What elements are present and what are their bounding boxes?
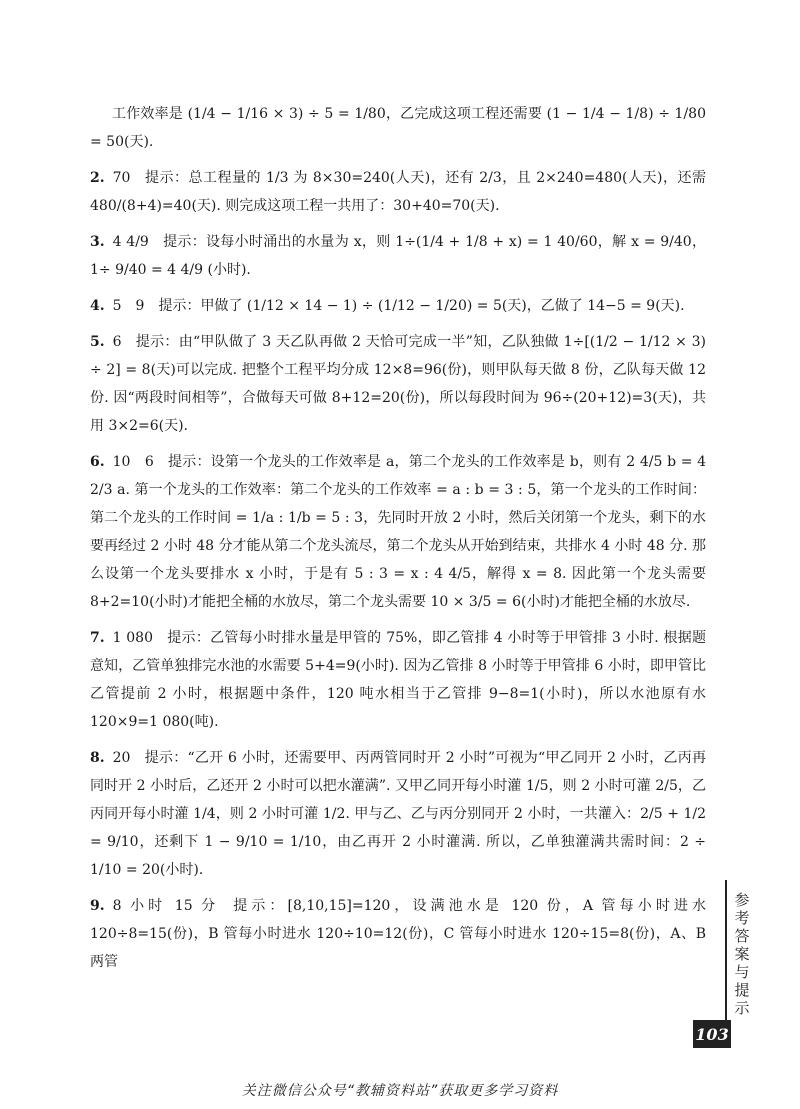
answer-paragraph-3: 3. 4 4/9 提示：设每小时涌出的水量为 x，则 1÷(1/4 + 1/8 + x) = 1 40/60，解 x = 9/40，1÷ 9/40 = 4 4/9 (小时). [90,234,706,278]
answer-paragraph-6: 6. 10 6 提示：设第一个龙头的工作效率是 a，第二个龙头的工作效率是 b，则有 2 4/5 b = 4 2/3 a. 第一个龙头的工作效率：第二个龙头的工作效率 = a : b = 3 : 5，第一个龙头的工作时间：第二个龙头的工作时间 = 1/a : 1/b = 5 : 3，先同时开放 2 小时，然后关闭第一个龙头，剩下的水要再经过 2 小时 48 分才能从第二个龙头流尽，第二个龙头从开始到结束，共排水 4 小时 48 分. 那么设第一个龙头要排水 x 小时，于是有 5 : 3 = x : 4 4/5，解得 x = 8. 因此第一个龙头需要 8+2=10(小时)才能把全桶的水放尽，第二个龙头需要 10 × 3/5 = 6(小时)才能把全桶的水放尽. [90,454,706,610]
section-side-tab [725,880,757,1030]
answer-paragraph-7: 7. 1 080 提示：乙管每小时排水量是甲管的 75%，即乙管排 4 小时等于甲管排 3 小时. 根据题意知，乙管单独排完水池的水需要 5+4=9(小时). 因为乙管排 8 小时等于甲管排 6 小时，即甲管比乙管提前 2 小时，根据题中条件，120 吨水相当于乙管排 9−8=1(小时)，所以水池原有水 120×9=1 080(吨). [90,630,706,730]
answer-paragraph-2: 2. 70 提示：总工程量的 1/3 为 8×30=240(人天)，还有 2/3，且 2×240=480(人天)，还需 480/(8+4)=40(天). 则完成这项工程一共用了：30+40=70(天). [90,170,706,214]
answer-paragraph-9: 9. 8 小时 15 分 提示：[8,10,15]=120，设满池水是 120 份，A 管每小时进水 120÷8=15(份)，B 管每小时进水 120÷10=12(份)，C 管每小时进水 120÷15=8(份)，A、B 两管 [90,898,706,970]
answer-paragraph-8: 8. 20 提示：“乙开 6 小时，还需要甲、丙两管同时开 2 小时”可视为“甲乙同开 2 小时，乙丙再同时开 2 小时后，乙还开 2 小时可以把水灌满”. 又甲乙同开每小时灌 1/5，则 2 小时可灌 2/5，乙丙同开每小时灌 1/4，则 2 小时可灌 1/2. 甲与乙、乙与丙分别同开 2 小时，一共灌入：2/5 + 1/2 = 9/10，还剩下 1 − 9/10 = 1/10，由乙再开 2 小时灌满. 所以，乙单独灌满共需时间：2 ÷ 1/10 = 20(小时). [90,750,706,878]
side-tab-label: 参考答案与提示 [732,892,751,1018]
page-number: 103 [693,1020,731,1048]
answer-content [90,100,706,984]
answer-paragraph-1: 工作效率是 (1/4 − 1/16 × 3) ÷ 5 = 1/80，乙完成这项工程还需要 (1 − 1/4 − 1/8) ÷ 1/80 = 50(天). [90,106,706,150]
footer-note: 关注微信公众号“教辅资料站”获取更多学习资料 [241,1083,559,1099]
answer-paragraph-4: 4. 5 9 提示：甲做了 (1/12 × 14 − 1) ÷ (1/12 − 1/20) = 5(天)，乙做了 14−5 = 9(天). [90,298,685,314]
answer-paragraph-5: 5. 6 提示：由“甲队做了 3 天乙队再做 2 天恰可完成一半”知，乙队独做 1÷[(1/2 − 1/12 × 3) ÷ 2] = 8(天)可以完成. 把整个工程平均分成 12×8=96(份)，则甲队每天做 8 份，乙队每天做 12 份. 因“两段时间相等”，合做每天可做 8+12=20(份)，所以每段时间为 96÷(20+12)=3(天)，共用 3×2=6(天). [90,334,706,434]
